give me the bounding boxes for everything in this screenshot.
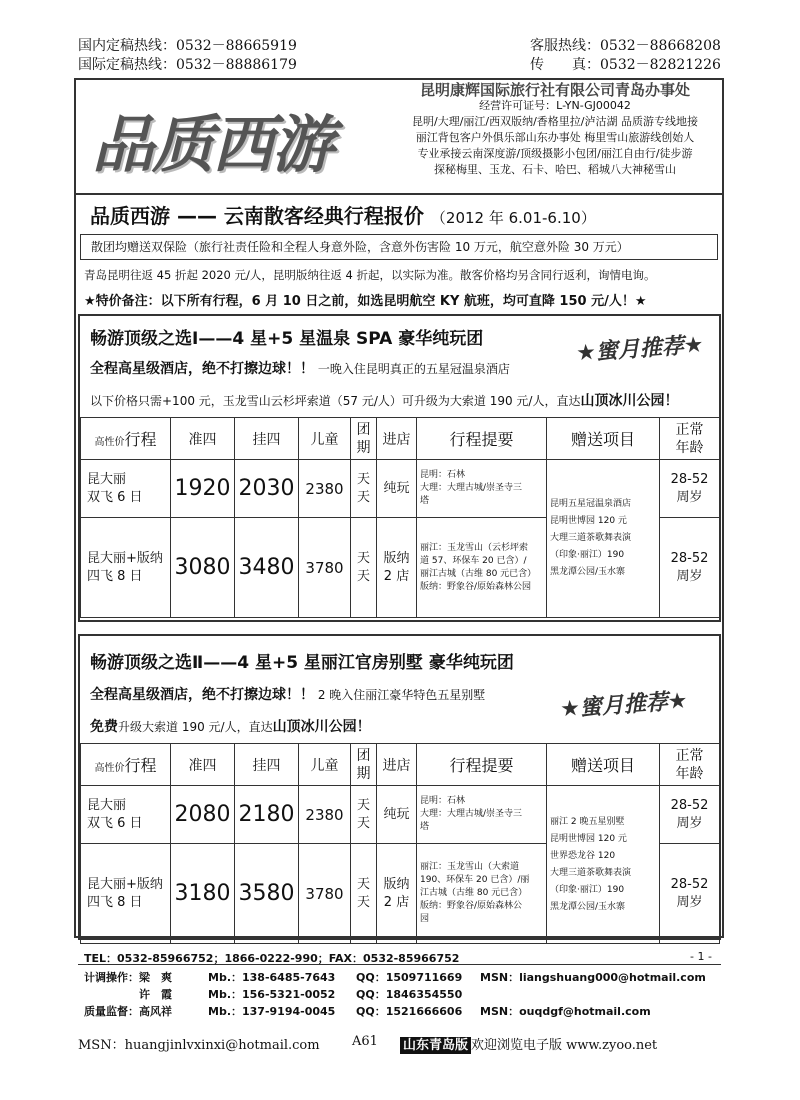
price-child: 3780 xyxy=(299,518,351,618)
agency-info xyxy=(390,82,720,178)
contact-role: 质量监督：高风祥 xyxy=(84,1005,172,1018)
hotel-detail: 2 晚入住丽江豪华特色五星别墅 xyxy=(317,688,486,702)
header-qi: 期 xyxy=(356,439,371,456)
header-highlights: 行程提要 xyxy=(417,744,547,786)
header-level-small: 高性价 xyxy=(94,763,125,774)
agency-line-4: 探秘梅里、玉龙、石卡、哈巴、稻城八大神秘雪山 xyxy=(434,163,676,176)
gift-item: （印象·丽江）190 xyxy=(550,884,625,895)
gift-item: 昆明五星冠温泉酒店 xyxy=(550,499,632,509)
package-1 xyxy=(78,314,721,622)
header-tuan: 团 xyxy=(356,421,371,438)
table-header xyxy=(81,744,720,786)
tuan-day: 天 xyxy=(356,894,370,910)
note-flight-prices: 青岛昆明往返 45 折起 2020 元/人，昆明版纳往返 4 折起，以实际为准。散客价格均另含同行返利，询情电询。 xyxy=(84,268,656,282)
contact-qq: QQ：1846354550 xyxy=(356,988,463,1001)
shop-count: 2 店 xyxy=(383,894,410,910)
shop-info: 纯玩 xyxy=(377,460,417,518)
header-age: 年龄 xyxy=(675,765,704,782)
header-qi: 期 xyxy=(356,765,371,782)
age-unit: 周岁 xyxy=(676,894,703,910)
international-hotline: 国际定稿热线：0532－88886179 xyxy=(78,57,297,73)
hotel-claim: 全程高星级酒店，绝不打擦边球！！ xyxy=(90,687,314,703)
price-gua4: 3480 xyxy=(235,518,299,618)
header-std4: 准四 xyxy=(171,418,235,460)
tuan-day: 天 xyxy=(356,471,370,487)
contact-msn: MSN：liangshuang000@hotmail.com xyxy=(480,971,706,984)
bottom-msn: MSN：huangjinlvxinxi@hotmail.com xyxy=(78,1038,320,1053)
route-name: 昆大丽+版纳 xyxy=(87,550,163,566)
upgrade-text: 升级大索道 190 元/人，直达 xyxy=(118,720,273,734)
header-std4: 准四 xyxy=(171,744,235,786)
shop-info: 版纳 xyxy=(383,550,410,566)
route-line: 丽江：玉龙雪山（云杉坪索 xyxy=(420,542,529,553)
header-shop: 进店 xyxy=(377,418,417,460)
age-range: 28-52 xyxy=(670,471,709,487)
page-number: A61 xyxy=(352,1034,378,1049)
route-line: 丽江：玉龙雪山（大索道 xyxy=(420,862,520,872)
route-name: 昆大丽 xyxy=(87,797,127,813)
contact-role: 计调操作：梁 爽 xyxy=(84,971,172,984)
contact-qq: QQ：1509711669 xyxy=(356,971,463,984)
gifts-cell xyxy=(547,786,660,944)
header-gifts: 赠送项目 xyxy=(547,744,660,786)
gift-item: 黑龙潭公园/玉水寨 xyxy=(550,901,626,912)
header-gua4: 挂四 xyxy=(235,744,299,786)
package-1-hotel-line xyxy=(90,358,510,378)
header-child: 儿童 xyxy=(299,744,351,786)
tuan-day: 天 xyxy=(356,550,370,566)
headline-date: （2012 年 6.01-6.10） xyxy=(430,209,596,227)
contact-mobile: Mb.：137-9194-0045 xyxy=(208,1005,336,1018)
header-level: 行程 xyxy=(124,756,157,775)
table-header xyxy=(81,418,720,460)
gift-item: 丽江 2 晚五星别墅 xyxy=(550,816,625,827)
page-title xyxy=(90,200,596,229)
age-unit: 周岁 xyxy=(676,815,703,831)
package-2-title: 畅游顶级之选Ⅱ——4 星+5 星丽江官房别墅 豪华纯玩团 xyxy=(90,653,514,673)
insurance-box: 散团均赠送双保险（旅行社责任险和全程人身意外险，含意外伤害险 10 万元，航空意外险 30 万元） xyxy=(80,234,718,260)
upgrade-highlight: 山顶冰川公园！ xyxy=(580,393,679,409)
tuan-day: 天 xyxy=(356,489,370,505)
gift-item: （印象·丽江）190 xyxy=(550,550,625,560)
contact-role: 许 霞 xyxy=(84,988,172,1001)
header-level-small: 高性价 xyxy=(94,437,125,448)
note-special: ★特价备注：以下所有行程，6 月 10 日之前，如选昆明航空 KY 航班，均可直降 150 元/人！★ xyxy=(84,294,647,309)
agency-line-3: 专业承接云南深度游/顶级摄影小包团/丽江自由行/徒步游 xyxy=(417,147,693,160)
gift-item: 昆明世博园 120 元 xyxy=(550,516,627,526)
price-gua4: 3580 xyxy=(235,844,299,944)
price-std4: 2080 xyxy=(171,786,235,844)
age-range: 28-52 xyxy=(670,797,709,813)
price-table-1 xyxy=(80,417,720,618)
route-line: 道 57、环保车 20 已含）/ xyxy=(420,555,527,566)
tuan-day: 天 xyxy=(356,815,370,831)
header-shop: 进店 xyxy=(377,744,417,786)
agency-line-2: 丽江背包客户外俱乐部山东办事处 梅里雪山旅游线创始人 xyxy=(415,131,695,144)
agency-name: 昆明康辉国际旅行社有限公司青岛办事处 xyxy=(419,81,690,99)
route-line: 版纳：野象谷/原始森林公 xyxy=(420,901,523,911)
domestic-hotline: 国内定稿热线：0532－88665919 xyxy=(78,38,297,54)
upgrade-highlight: 山顶冰川公园！ xyxy=(272,719,371,735)
route-line: 大理：大理古城/崇圣寺三 xyxy=(420,483,523,493)
divider xyxy=(74,193,724,195)
route-name: 昆大丽 xyxy=(87,471,127,487)
price-child: 2380 xyxy=(299,786,351,844)
price-std4: 1920 xyxy=(171,460,235,518)
contact-msn: MSN：ouqdgf@hotmail.com xyxy=(480,1005,651,1018)
header-level: 行程 xyxy=(124,430,157,449)
age-range: 28-52 xyxy=(670,550,709,566)
hotel-claim: 全程高星级酒店，绝不打擦边球！！ xyxy=(90,361,314,377)
route-days: 四飞 8 日 xyxy=(87,568,143,584)
footer-divider xyxy=(78,964,721,965)
honeymoon-stamp: ★蜜月推荐★ xyxy=(575,332,705,367)
route-line: 江古城（古维 80 元已含） xyxy=(420,888,528,898)
hotel-detail: 一晚入住昆明真正的五星冠温泉酒店 xyxy=(317,362,510,376)
price-gua4: 2180 xyxy=(235,786,299,844)
tuan-day: 天 xyxy=(356,568,370,584)
header-tuan: 团 xyxy=(356,747,371,764)
route-line: 版纳：野象谷/原始森林公园 xyxy=(420,581,532,592)
route-line: 塔 xyxy=(420,496,430,506)
package-2-upgrade-line xyxy=(90,716,371,736)
shop-count: 2 店 xyxy=(383,568,410,584)
header-child: 儿童 xyxy=(299,418,351,460)
price-std4: 3080 xyxy=(171,518,235,618)
header-highlights: 行程提要 xyxy=(417,418,547,460)
contact-mobile: Mb.：138-6485-7643 xyxy=(208,971,336,984)
headline-title: 品质西游 —— 云南散客经典行程报价 xyxy=(90,204,424,228)
route-line: 昆明：石林 xyxy=(420,470,466,480)
header-age: 年龄 xyxy=(675,439,704,456)
package-1-title: 畅游顶级之选Ⅰ——4 星+5 星温泉 SPA 豪华纯玩团 xyxy=(90,329,484,349)
package-2-hotel-line xyxy=(90,684,485,704)
price-child: 3780 xyxy=(299,844,351,944)
edition-banner xyxy=(400,1034,657,1053)
shop-info: 纯玩 xyxy=(377,786,417,844)
upgrade-text: 以下价格只需+100 元，玉龙雪山云杉坪索道（57 元/人）可升级为大索道 190 元/人，直达 xyxy=(90,394,581,408)
route-days: 四飞 8 日 xyxy=(87,894,143,910)
route-line: 丽江古城（古维 80 元已含） xyxy=(420,568,537,579)
honeymoon-stamp: ★蜜月推荐★ xyxy=(559,688,689,723)
header-normal: 正常 xyxy=(675,747,704,764)
age-unit: 周岁 xyxy=(676,568,703,584)
gift-item: 大理三道茶歌舞表演 xyxy=(550,533,632,543)
gift-item: 昆明世博园 120 元 xyxy=(550,833,627,844)
contact-mobile: Mb.：156-5321-0052 xyxy=(208,988,336,1001)
table-row xyxy=(81,786,720,844)
agency-line-1: 昆明/大理/丽江/西双版纳/香格里拉/泸沽湖 品质游专线地接 xyxy=(411,115,699,128)
contact-qq: QQ：1521666606 xyxy=(356,1005,463,1018)
gift-item: 世界恐龙谷 120 xyxy=(550,850,616,861)
package-2 xyxy=(78,634,721,940)
header-gifts: 赠送项目 xyxy=(547,418,660,460)
route-line: 园 xyxy=(420,914,430,924)
tuan-day: 天 xyxy=(356,876,370,892)
route-line: 塔 xyxy=(420,822,430,832)
gifts-cell xyxy=(547,460,660,618)
header-normal: 正常 xyxy=(675,421,704,438)
price-gua4: 2030 xyxy=(235,460,299,518)
fax-number: 传 真：0532－82821226 xyxy=(530,57,721,73)
header-gua4: 挂四 xyxy=(235,418,299,460)
price-table-2 xyxy=(80,743,720,944)
table-row xyxy=(81,460,720,518)
route-line: 昆明：石林 xyxy=(420,796,466,806)
price-std4: 3180 xyxy=(171,844,235,944)
route-days: 双飞 6 日 xyxy=(87,815,143,831)
route-line: 大理：大理古城/崇圣寺三 xyxy=(420,809,523,819)
route-days: 双飞 6 日 xyxy=(87,489,143,505)
age-range: 28-52 xyxy=(670,876,709,892)
gift-item: 黑龙潭公园/玉水寨 xyxy=(550,567,626,577)
shop-info: 版纳 xyxy=(383,876,410,892)
tuan-day: 天 xyxy=(356,797,370,813)
website-link[interactable]: 欢迎浏览电子版 www.zyoo.net xyxy=(471,1038,658,1053)
license-number: 经营许可证号：L-YN-GJ00042 xyxy=(479,99,631,112)
footer-tel: TEL：0532-85966752；1866-0222-990；FAX：0532-85966752 xyxy=(84,952,460,965)
route-line: 190、环保车 20 已含）/丽 xyxy=(420,875,530,885)
logo: 品质西游 xyxy=(92,108,333,181)
age-unit: 周岁 xyxy=(676,489,703,505)
price-child: 2380 xyxy=(299,460,351,518)
free-label: 免费 xyxy=(90,719,118,735)
edition-tag: 山东青岛版 xyxy=(400,1037,471,1054)
package-1-upgrade-line xyxy=(90,390,678,410)
service-hotline: 客服热线：0532－88668208 xyxy=(530,38,721,54)
footer-page: - 1 - xyxy=(690,950,712,963)
gift-item: 大理三道茶歌舞表演 xyxy=(550,867,632,878)
route-name: 昆大丽+版纳 xyxy=(87,876,163,892)
